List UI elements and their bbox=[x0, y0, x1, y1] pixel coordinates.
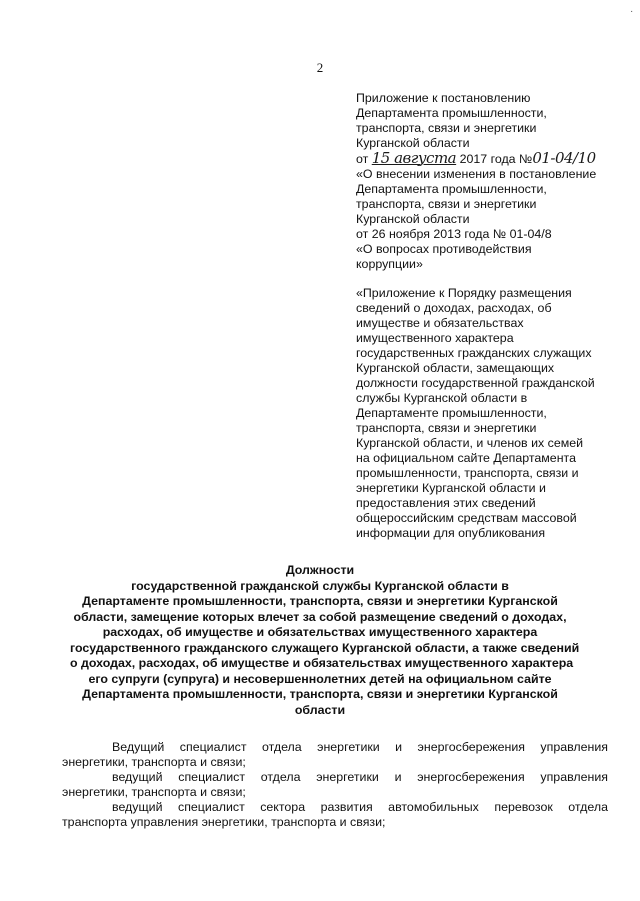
date-prefix: от bbox=[356, 152, 369, 166]
appendix-line: на официальном сайте Департамента bbox=[356, 451, 576, 465]
appendix-header bbox=[356, 91, 620, 541]
appendix-line: энергетики Курганской области и bbox=[356, 481, 546, 495]
list-item-line: ведущий специалист отдела энергетики и энергосбережения управления bbox=[112, 770, 608, 784]
appendix-line: «О вопросах противодействия bbox=[356, 242, 532, 256]
title-line: государственной гражданской службы Курганской области в bbox=[131, 578, 509, 593]
title-line: о доходах, расходах, об имуществе и обязательствах имущественного характера bbox=[70, 656, 574, 670]
appendix-line: транспорта, связи и энергетики bbox=[356, 421, 537, 435]
appendix-line: Курганской области bbox=[356, 212, 470, 226]
list-item-line: энергетики, транспорта и связи; bbox=[62, 785, 246, 799]
appendix-line: государственных гражданских служащих bbox=[356, 346, 592, 360]
positions-list bbox=[62, 740, 608, 830]
list-item-line: ведущий специалист сектора развития автомобильных перевозок отдела bbox=[112, 800, 608, 814]
list-item-line: Ведущий специалист отдела энергетики и энергосбережения управления bbox=[112, 740, 608, 754]
appendix-line: предоставления этих сведений bbox=[356, 496, 536, 510]
title-line: расходах, об имуществе и обязательствах имущественного характера bbox=[102, 625, 538, 639]
appendix-line: Приложение к постановлению bbox=[356, 91, 531, 105]
title-line: государственного гражданского служащего Курганской области, а также сведений bbox=[70, 640, 580, 655]
list-item-line: транспорта управления энергетики, транспорта и связи; bbox=[62, 815, 386, 829]
list-item bbox=[62, 740, 608, 770]
list-item-line: энергетики, транспорта и связи; bbox=[62, 755, 246, 769]
page-number: 2 bbox=[316, 60, 324, 75]
appendix-line: Департаменте промышленности, bbox=[356, 406, 547, 420]
handwritten-number: 01-04/10 bbox=[532, 149, 596, 167]
document-title bbox=[70, 563, 580, 718]
appendix-line: коррупции» bbox=[356, 257, 423, 271]
appendix-line: Курганской области bbox=[356, 136, 470, 150]
appendix-line: имущественного характера bbox=[356, 331, 514, 345]
appendix-line: имуществе и обязательствах bbox=[356, 316, 524, 330]
title-line: области, замещение которых влечет за собой размещение сведений о доходах, bbox=[73, 609, 567, 624]
appendix-line: информации для опубликования bbox=[356, 526, 546, 540]
appendix-line: транспорта, связи и энергетики bbox=[356, 121, 537, 135]
appendix-line: общероссийским средствам массовой bbox=[356, 511, 577, 525]
title-line: Департамента промышленности, транспорта, связи и энергетики Курганской bbox=[82, 687, 558, 701]
appendix-date-line bbox=[356, 151, 620, 167]
appendix-line: Департамента промышленности, bbox=[356, 182, 547, 196]
appendix-line: службы Курганской области в bbox=[356, 391, 528, 405]
appendix-line: Департамента промышленности, bbox=[356, 106, 547, 120]
date-year: 2017 года № bbox=[456, 152, 533, 166]
list-item bbox=[62, 800, 608, 830]
title-line: Должности bbox=[285, 563, 355, 577]
appendix-line: «О внесении изменения в постановление bbox=[356, 167, 597, 181]
scan-dot: · bbox=[630, 6, 634, 17]
title-line: его супруги (супруга) и несовершеннолетних детей на официальном сайте bbox=[88, 671, 552, 686]
appendix-line: от 26 ноября 2013 года № 01-04/8 bbox=[356, 227, 552, 241]
appendix-line: должности государственной гражданской bbox=[356, 376, 595, 390]
appendix-line: промышленности, транспорта, связи и bbox=[356, 466, 579, 480]
handwritten-date: 15 августа bbox=[371, 149, 457, 167]
appendix-line: Курганской области, замещающих bbox=[356, 361, 555, 375]
list-item bbox=[62, 770, 608, 800]
appendix-line: транспорта, связи и энергетики bbox=[356, 197, 537, 211]
title-line: области bbox=[294, 702, 346, 717]
appendix-line: Курганской области, и членов их семей bbox=[356, 436, 584, 450]
appendix-line: сведений о доходах, расходах, об bbox=[356, 301, 552, 315]
appendix-line: «Приложение к Порядку размещения bbox=[356, 286, 572, 300]
title-line: Департаменте промышленности, транспорта, связи и энергетики Курганской bbox=[82, 594, 558, 608]
